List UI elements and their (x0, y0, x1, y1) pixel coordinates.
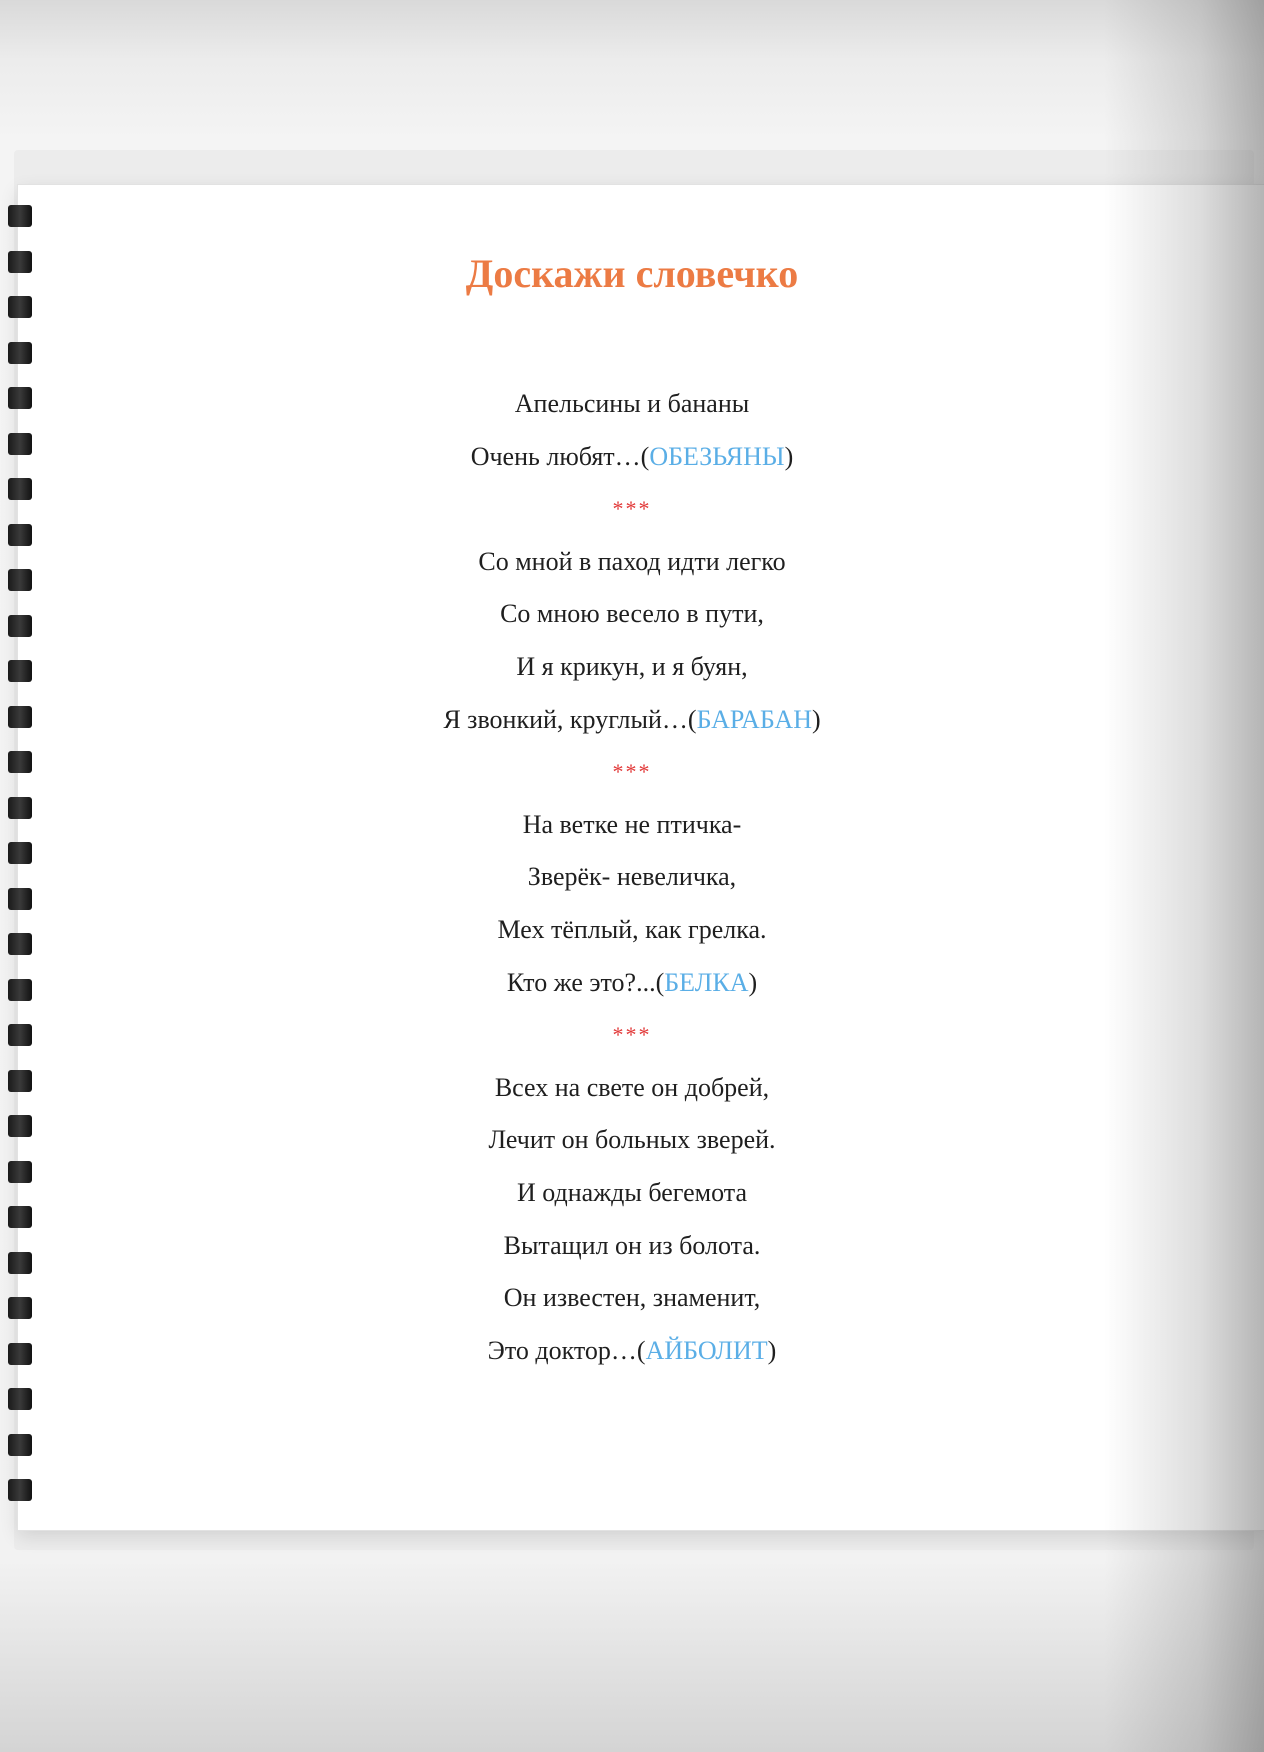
binding-ring (8, 296, 32, 318)
poem-line: Мех тёплый, как грелка. (497, 914, 767, 944)
separator: *** (612, 496, 652, 522)
poem-line: Зверёк- невеличка, (527, 862, 737, 892)
page-title: Доскажи словечко (465, 251, 799, 296)
poem-line: Вытащил он из болота. (503, 1230, 761, 1260)
separator: *** (612, 1022, 652, 1048)
answer-prefix: Я звонкий, круглый…( (443, 704, 697, 734)
binding-ring (8, 1388, 32, 1410)
binding-ring (8, 1434, 32, 1456)
answer-prefix: Очень любят…( (470, 441, 650, 471)
riddle-answer: АЙБОЛИТ (645, 1335, 768, 1365)
poem-answer-line (0, 1325, 1264, 1378)
poem-line: Со мною весело в пути, (500, 599, 764, 629)
binding-ring (8, 1479, 32, 1501)
poem-answer-line (0, 431, 1264, 484)
answer-suffix: ) (748, 967, 758, 997)
poem-line: На ветке не птичка- (522, 809, 742, 839)
answer-suffix: ) (767, 1335, 777, 1365)
riddle-answer: ОБЕЗЬЯНЫ (649, 441, 785, 471)
binding-ring (8, 342, 32, 364)
poem-line: Он известен, знаменит, (503, 1283, 761, 1313)
answer-suffix: ) (784, 441, 794, 471)
poem-line: И однажды бегемота (517, 1177, 747, 1207)
poem-line: Апельсины и бананы (514, 389, 750, 418)
poem-line: Всех на свете он добрей, (494, 1072, 770, 1102)
poem-line: И я крикун, и я буян, (516, 651, 748, 681)
binding-ring (8, 205, 32, 227)
separator: *** (612, 759, 652, 785)
poem-answer-line (0, 694, 1264, 747)
poem-line: Лечит он больных зверей. (488, 1125, 776, 1155)
answer-prefix: Это доктор…( (487, 1335, 646, 1365)
answer-prefix: Кто же это?...( (506, 967, 665, 997)
riddle-poem (0, 378, 1264, 1377)
riddle-answer: БАРАБАН (696, 704, 812, 734)
answer-suffix: ) (811, 704, 821, 734)
riddle-answer: БЕЛКА (664, 967, 749, 997)
poem-answer-line (0, 957, 1264, 1010)
poem-line: Со мной в паход идти легко (478, 546, 786, 576)
